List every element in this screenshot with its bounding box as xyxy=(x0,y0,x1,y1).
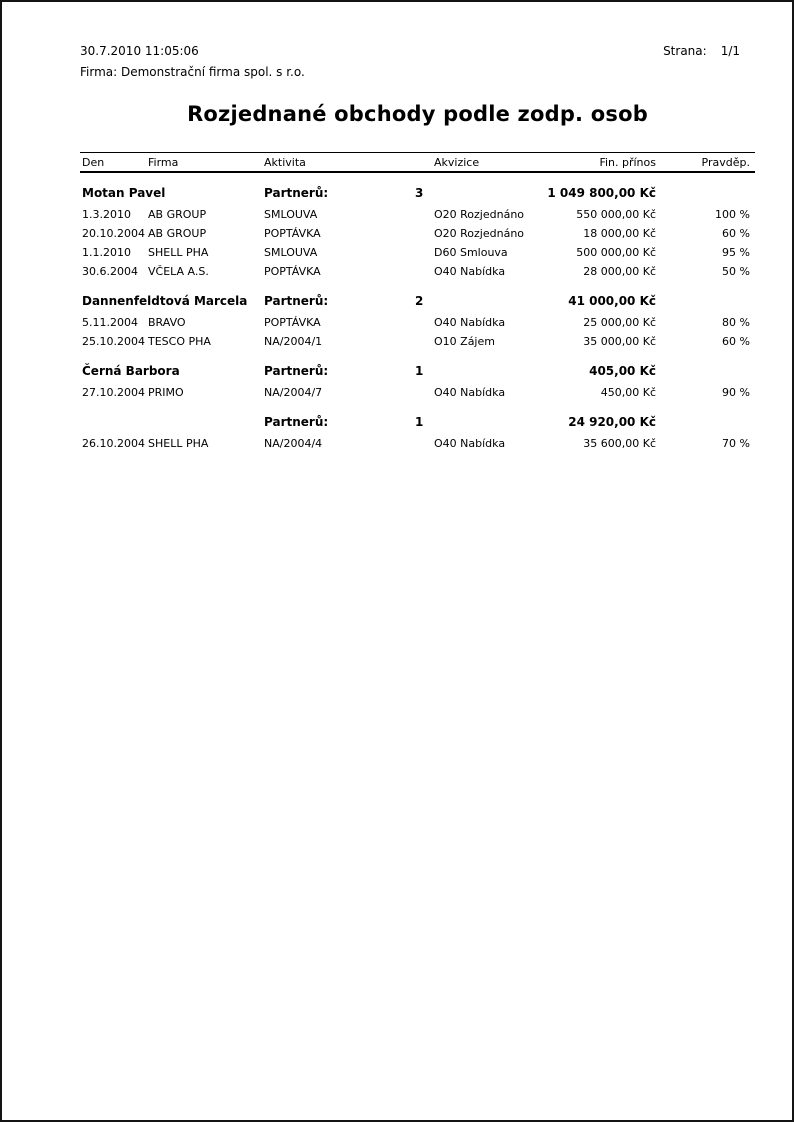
group-section xyxy=(80,185,755,281)
column-header-fin-prinos: Fin. přínos xyxy=(599,155,656,169)
group-owner: Černá Barbora xyxy=(82,364,180,378)
table-row xyxy=(80,243,755,262)
group-partner-count: 3 xyxy=(415,186,424,200)
cell-den: 5.11.2004 xyxy=(82,316,138,329)
cell-aktivita: POPTÁVKA xyxy=(264,316,321,329)
group-header-row xyxy=(80,414,755,430)
cell-akvizice: O10 Zájem xyxy=(434,335,495,348)
group-owner: Dannenfeldtová Marcela xyxy=(82,294,248,308)
group-partner-count: 1 xyxy=(415,364,424,378)
cell-akvizice: O40 Nabídka xyxy=(434,316,506,329)
cell-fin-prinos: 25 000,00 Kč xyxy=(583,316,656,329)
cell-akvizice: D60 Smlouva xyxy=(434,246,508,259)
group-total: 405,00 Kč xyxy=(589,364,656,378)
table-row xyxy=(80,434,755,453)
cell-den: 1.3.2010 xyxy=(82,208,131,221)
page-label: Strana: xyxy=(663,44,707,58)
cell-firma: BRAVO xyxy=(148,316,186,329)
group-total: 41 000,00 Kč xyxy=(568,294,656,308)
cell-den: 30.6.2004 xyxy=(82,265,138,278)
cell-firma: SHELL PHA xyxy=(148,437,209,450)
group-partners-label: Partnerů: xyxy=(264,294,329,308)
table-row xyxy=(80,224,755,243)
column-header-firma: Firma xyxy=(148,155,179,169)
group-partners-label: Partnerů: xyxy=(264,364,329,378)
group-section xyxy=(80,363,755,402)
group-section xyxy=(80,414,755,453)
cell-aktivita: NA/2004/1 xyxy=(264,335,323,348)
cell-den: 27.10.2004 xyxy=(82,386,145,399)
cell-aktivita: NA/2004/7 xyxy=(264,386,323,399)
group-owner: Motan Pavel xyxy=(82,186,166,200)
group-partners-label: Partnerů: xyxy=(264,415,329,429)
cell-pravdep: 50 % xyxy=(722,265,750,278)
cell-akvizice: O20 Rozjednáno xyxy=(434,227,525,240)
cell-aktivita: SMLOUVA xyxy=(264,208,318,221)
cell-aktivita: POPTÁVKA xyxy=(264,227,321,240)
report-table xyxy=(80,152,755,453)
cell-firma: AB GROUP xyxy=(148,227,207,240)
group-header-row xyxy=(80,293,755,309)
group-partners-label: Partnerů: xyxy=(264,186,329,200)
cell-aktivita: NA/2004/4 xyxy=(264,437,323,450)
cell-den: 26.10.2004 xyxy=(82,437,145,450)
cell-akvizice: O20 Rozjednáno xyxy=(434,208,525,221)
cell-pravdep: 60 % xyxy=(722,227,750,240)
cell-fin-prinos: 35 000,00 Kč xyxy=(583,335,656,348)
cell-firma: AB GROUP xyxy=(148,208,207,221)
report-datetime: 30.7.2010 11:05:06 xyxy=(80,44,199,58)
table-row xyxy=(80,332,755,351)
group-total: 1 049 800,00 Kč xyxy=(547,186,656,200)
group-header-row xyxy=(80,363,755,379)
cell-akvizice: O40 Nabídka xyxy=(434,386,506,399)
group-partner-count: 2 xyxy=(415,294,424,308)
cell-pravdep: 70 % xyxy=(722,437,750,450)
cell-aktivita: POPTÁVKA xyxy=(264,265,321,278)
cell-aktivita: SMLOUVA xyxy=(264,246,318,259)
cell-fin-prinos: 35 600,00 Kč xyxy=(583,437,656,450)
group-total: 24 920,00 Kč xyxy=(568,415,656,429)
column-header-akvizice: Akvizice xyxy=(434,155,480,169)
cell-pravdep: 95 % xyxy=(722,246,750,259)
cell-akvizice: O40 Nabídka xyxy=(434,265,506,278)
cell-fin-prinos: 28 000,00 Kč xyxy=(583,265,656,278)
report-company: Firma: Demonstrační firma spol. s r.o. xyxy=(80,65,305,79)
table-row xyxy=(80,205,755,224)
column-header-den: Den xyxy=(82,155,105,169)
group-partner-count: 1 xyxy=(415,415,424,429)
cell-firma: PRIMO xyxy=(148,386,184,399)
cell-firma: VČELA A.S. xyxy=(148,265,209,278)
cell-fin-prinos: 18 000,00 Kč xyxy=(583,227,656,240)
report-title: Rozjednané obchody podle zodp. osob xyxy=(187,102,648,126)
cell-pravdep: 80 % xyxy=(722,316,750,329)
table-row xyxy=(80,313,755,332)
table-row xyxy=(80,262,755,281)
cell-fin-prinos: 500 000,00 Kč xyxy=(576,246,656,259)
cell-firma: SHELL PHA xyxy=(148,246,209,259)
column-header-aktivita: Aktivita xyxy=(264,155,306,169)
cell-pravdep: 100 % xyxy=(715,208,750,221)
table-row xyxy=(80,383,755,402)
column-header-pravdep: Pravděp. xyxy=(701,155,750,169)
cell-firma: TESCO PHA xyxy=(148,335,211,348)
cell-fin-prinos: 450,00 Kč xyxy=(600,386,656,399)
cell-den: 1.1.2010 xyxy=(82,246,131,259)
group-section xyxy=(80,293,755,351)
cell-pravdep: 60 % xyxy=(722,335,750,348)
cell-fin-prinos: 550 000,00 Kč xyxy=(576,208,656,221)
cell-pravdep: 90 % xyxy=(722,386,750,399)
cell-akvizice: O40 Nabídka xyxy=(434,437,506,450)
cell-den: 25.10.2004 xyxy=(82,335,145,348)
page-indicator xyxy=(663,44,740,58)
table-header-row xyxy=(80,152,755,173)
cell-den: 20.10.2004 xyxy=(82,227,145,240)
page-number: 1/1 xyxy=(720,44,740,58)
group-header-row xyxy=(80,185,755,201)
